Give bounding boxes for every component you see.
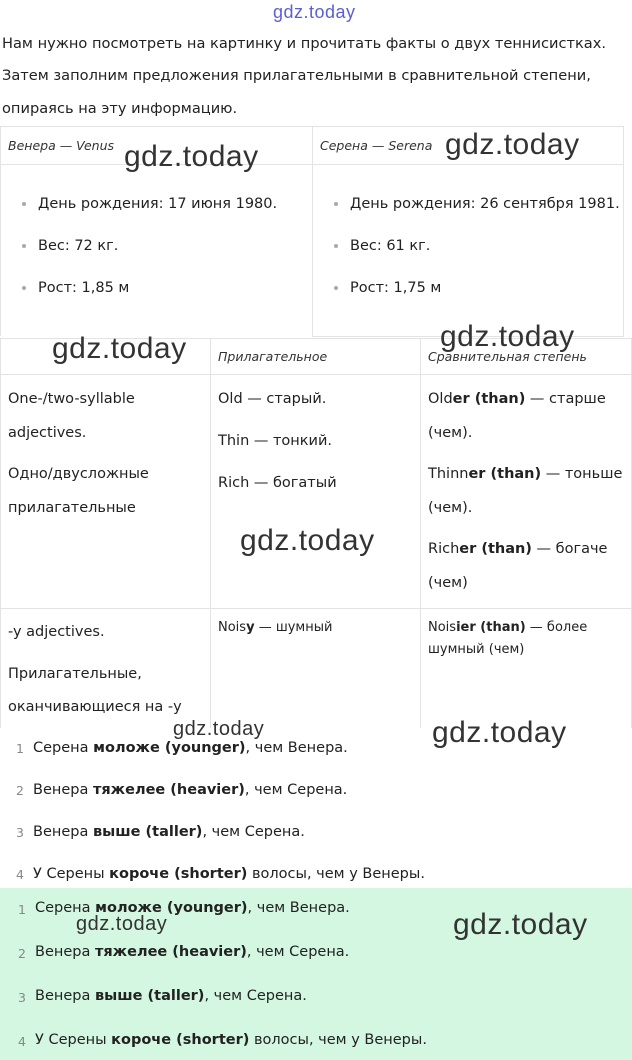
list-item: День рождения: 17 июня 1980. — [22, 196, 277, 212]
answer-number: 3 — [16, 825, 24, 840]
adjective-header: Прилагательное — [218, 349, 328, 364]
watermark: gdz.today — [432, 716, 567, 749]
venus-header: Венера — Venus — [8, 138, 115, 153]
answer-number: 3 — [18, 990, 26, 1005]
answer-number: 4 — [16, 867, 24, 882]
row1-adj-rich: Rich — богатый — [218, 475, 337, 491]
answer-number: 2 — [18, 946, 26, 961]
row2-adj-noisy: Noisy — шумный — [218, 620, 333, 635]
row1-comp-thinner: Thinner (than) — тоньше — [428, 466, 623, 482]
final-answer-2: Венера тяжелее (heavier), чем Серена. — [35, 944, 350, 960]
row1-comp-richer: Richer (than) — богаче — [428, 541, 608, 557]
answer-3: Венера выше (taller), чем Серена. — [33, 824, 305, 840]
answer-number: 1 — [18, 902, 26, 917]
answer-2: Венера тяжелее (heavier), чем Серена. — [33, 782, 348, 798]
final-answer-3: Венера выше (taller), чем Серена. — [35, 988, 307, 1004]
bullet-icon — [22, 286, 26, 290]
intro-line-3: опираясь на эту информацию. — [2, 100, 238, 117]
row1-adj-thin: Thin — тонкий. — [218, 433, 332, 449]
row1-comp-older-tail: (чем). — [428, 425, 473, 441]
watermark: gdz.today — [240, 524, 375, 557]
bullet-icon — [22, 202, 26, 206]
list-item: Рост: 1,85 м — [22, 280, 129, 296]
row2-comp-noisier-tail: шумный (чем) — [428, 642, 525, 657]
watermark: gdz.today — [76, 913, 168, 935]
final-answer-1: Серена моложе (younger), чем Венера. — [35, 900, 350, 916]
serena-header: Серена — Serena — [320, 138, 433, 153]
answer-1: Серена моложе (younger), чем Венера. — [33, 740, 348, 756]
list-item: Вес: 72 кг. — [22, 238, 118, 254]
row1-type-line-3: Одно/двусложные — [8, 466, 149, 482]
row1-comp-thinner-tail: (чем). — [428, 500, 473, 516]
answer-number: 1 — [16, 741, 24, 756]
watermark: gdz.today — [453, 908, 588, 941]
row1-type-line-1: One-/two-syllable — [8, 391, 135, 407]
comparative-header: Сравнительная степень — [428, 349, 587, 364]
answer-number: 2 — [16, 783, 24, 798]
row1-comp-richer-tail: (чем) — [428, 575, 468, 591]
row1-type-line-2: adjectives. — [8, 425, 87, 441]
row2-comp-noisier: Noisier (than) — более — [428, 620, 588, 635]
row1-comp-older: Older (than) — старше — [428, 391, 606, 407]
watermark: gdz.today — [440, 320, 575, 353]
watermark: gdz.today — [173, 718, 265, 740]
row1-adj-old: Old — старый. — [218, 391, 327, 407]
bullet-icon — [334, 286, 338, 290]
watermark-top: gdz.today — [273, 2, 356, 22]
intro-line-1: Нам нужно посмотреть на картинку и прочитать факты о двух теннисистках. — [2, 35, 607, 52]
row2-type-line-3: оканчивающиеся на -y — [8, 699, 182, 715]
row2-type-line-2: Прилагательные, — [8, 666, 142, 682]
watermark: gdz.today — [52, 332, 187, 365]
watermark: gdz.today — [445, 128, 580, 161]
answer-number: 4 — [18, 1034, 26, 1049]
intro-line-2: Затем заполним предложения прилагательными в сравнительной степени, — [2, 67, 591, 84]
list-item: Рост: 1,75 м — [334, 280, 441, 296]
bullet-icon — [334, 202, 338, 206]
list-item: Вес: 61 кг. — [334, 238, 430, 254]
row2-type-line-1: -y adjectives. — [8, 624, 105, 640]
watermark: gdz.today — [124, 140, 259, 173]
bullet-icon — [334, 244, 338, 248]
answer-4: У Серены короче (shorter) волосы, чем у Венеры. — [33, 866, 425, 882]
bullet-icon — [22, 244, 26, 248]
row1-type-line-4: прилагательные — [8, 500, 136, 516]
final-answer-4: У Серены короче (shorter) волосы, чем у Венеры. — [35, 1032, 427, 1048]
list-item: День рождения: 26 сентября 1981. — [334, 196, 620, 212]
